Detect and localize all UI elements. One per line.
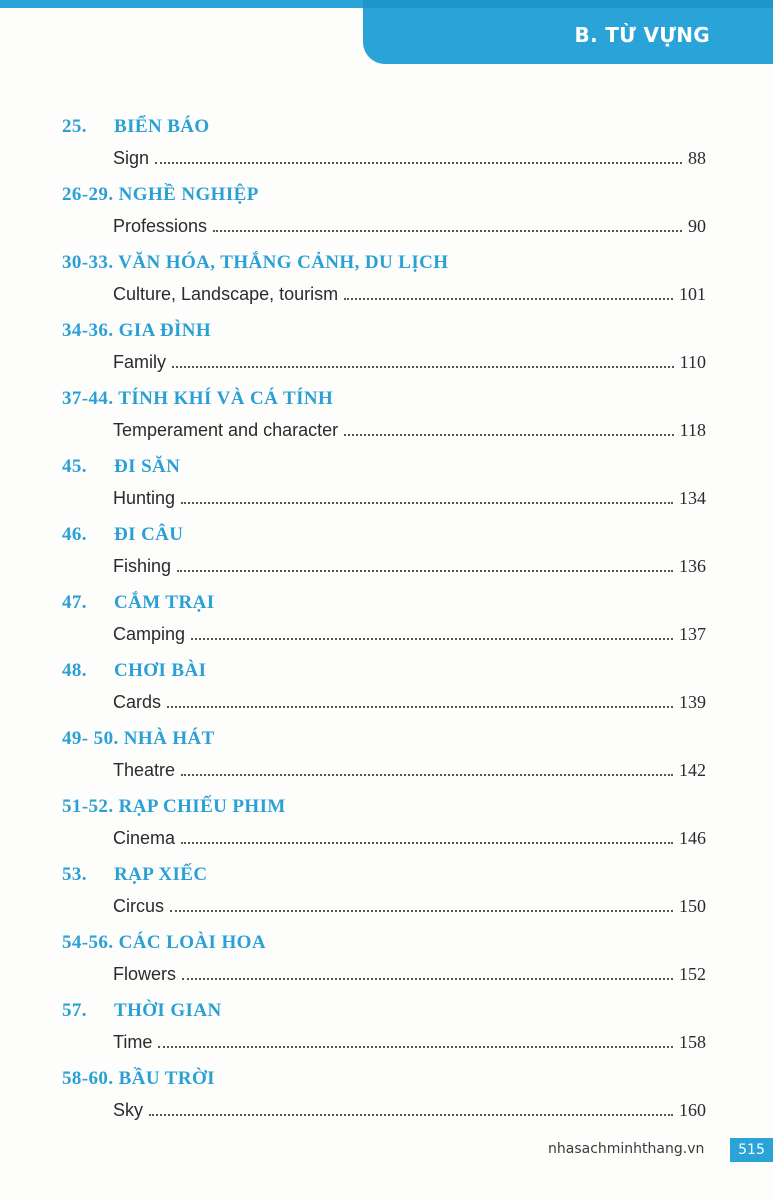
dot-leader [158, 1045, 673, 1048]
toc-entry-number: 58-60. [62, 1068, 114, 1089]
toc-entry-line[interactable] [113, 760, 706, 784]
toc-entry-page: 139 [679, 692, 706, 712]
toc-entry-subtitle: Fishing [113, 556, 172, 576]
toc-entry-title[interactable] [62, 252, 448, 274]
dot-leader [344, 433, 674, 436]
toc-entry-line[interactable] [113, 964, 706, 988]
toc-entry-page: 110 [679, 352, 706, 372]
toc-entry-line[interactable] [113, 488, 706, 512]
toc-entry-subtitle: Circus [113, 896, 165, 916]
toc-entry-line[interactable] [113, 828, 706, 852]
dot-leader [177, 569, 673, 572]
toc-entry-subtitle: Sky [113, 1100, 144, 1120]
toc-entry-page: 101 [679, 284, 706, 304]
toc-entry-heading: CHƠI BÀI [114, 660, 207, 681]
toc-entry-number: 51-52. [62, 796, 114, 817]
toc-entry-page: 160 [679, 1100, 706, 1120]
toc-entry-title[interactable] [62, 1068, 215, 1090]
toc-entry-page: 146 [679, 828, 706, 848]
toc-entry-line[interactable] [113, 556, 706, 580]
page-number-badge: 515 [730, 1138, 773, 1162]
toc-entry-number: 46. [62, 524, 87, 545]
toc-entry-number: 48. [62, 660, 87, 681]
toc-entry-number: 57. [62, 1000, 87, 1021]
toc-entry-line[interactable] [113, 1032, 706, 1056]
toc-entry-subtitle: Flowers [113, 964, 177, 984]
toc-entry-number: 25. [62, 116, 87, 137]
toc-entry-number: 45. [62, 456, 87, 477]
toc-entry-subtitle: Temperament and character [113, 420, 339, 440]
toc-entry-number: 54-56. [62, 932, 114, 953]
toc-entry-heading: RẠP CHIẾU PHIM [118, 796, 286, 817]
toc-entry-line[interactable] [113, 1100, 706, 1124]
toc-entry-line[interactable] [113, 284, 706, 308]
toc-entry-subtitle: Family [113, 352, 166, 372]
toc-entry-heading: ĐI SĂN [114, 456, 181, 477]
toc-entry-line[interactable] [113, 624, 706, 648]
toc-entry-title[interactable] [62, 864, 207, 886]
dot-leader [182, 977, 673, 980]
toc-entry-page: 158 [679, 1032, 706, 1052]
dot-leader [181, 841, 673, 844]
toc-entry-number: 47. [62, 592, 87, 613]
toc-entry-line[interactable] [113, 896, 706, 920]
toc-entry-title[interactable] [62, 524, 183, 546]
dot-leader [167, 705, 673, 708]
toc-entry-line[interactable] [113, 352, 706, 376]
toc-entry-heading: TÍNH KHÍ VÀ CÁ TÍNH [118, 388, 334, 409]
toc-entry-title[interactable] [62, 796, 286, 818]
toc-entry-heading: NGHỀ NGHIỆP [118, 184, 259, 205]
toc-entry-subtitle: Sign [113, 148, 150, 168]
dot-leader [181, 501, 673, 504]
dot-leader [172, 365, 674, 368]
toc-entry-line[interactable] [113, 216, 706, 240]
toc-entry-heading: CẮM TRẠI [114, 592, 215, 613]
dot-leader [344, 297, 673, 300]
toc-entry-title[interactable] [62, 592, 215, 614]
toc-entry-number: 30-33. [62, 252, 114, 273]
toc-entry-heading: NHÀ HÁT [123, 728, 215, 749]
toc-entry-title[interactable] [62, 1000, 222, 1022]
footer-website: nhasachminhthang.vn [548, 1141, 705, 1157]
toc-entry-title[interactable] [62, 932, 266, 954]
toc-entry-title[interactable] [62, 388, 333, 410]
dot-leader [149, 1113, 673, 1116]
toc-entry-subtitle: Cards [113, 692, 162, 712]
toc-entry-subtitle: Professions [113, 216, 208, 236]
toc-entry-title[interactable] [62, 184, 259, 206]
toc-entry-heading: VĂN HÓA, THẮNG CẢNH, DU LỊCH [118, 252, 449, 273]
toc-entry-subtitle: Camping [113, 624, 186, 644]
toc-entry-page: 118 [679, 420, 706, 440]
toc-entry-title[interactable] [62, 116, 210, 138]
toc-entry-title[interactable] [62, 728, 215, 750]
toc-entry-subtitle: Culture, Landscape, tourism [113, 284, 339, 304]
toc-entry-heading: CÁC LOÀI HOA [118, 932, 266, 953]
toc-entry-number: 26-29. [62, 184, 114, 205]
toc-entry-subtitle: Cinema [113, 828, 176, 848]
toc-entry-title[interactable] [62, 456, 180, 478]
section-tab-band [363, 0, 773, 8]
toc-entry-line[interactable] [113, 420, 706, 444]
toc-entry-line[interactable] [113, 148, 706, 172]
dot-leader [213, 229, 682, 232]
toc-entry-heading: RẠP XIẾC [114, 864, 208, 885]
dot-leader [170, 909, 673, 912]
toc-entry-heading: THỜI GIAN [114, 1000, 222, 1021]
toc-entry-subtitle: Theatre [113, 760, 176, 780]
toc-entry-title[interactable] [62, 320, 211, 342]
section-label: B. TỪ VỰNG [574, 23, 710, 47]
toc-entry-heading: BẦU TRỜI [118, 1068, 215, 1089]
toc-entry-page: 136 [679, 556, 706, 576]
toc-entry-number: 37-44. [62, 388, 114, 409]
toc-entry-page: 152 [679, 964, 706, 984]
toc-entry-line[interactable] [113, 692, 706, 716]
toc-entry-number: 34-36. [62, 320, 114, 341]
toc-entry-subtitle: Time [113, 1032, 153, 1052]
toc-entry-subtitle: Hunting [113, 488, 176, 508]
toc-entry-page: 142 [679, 760, 706, 780]
toc-entry-page: 137 [679, 624, 706, 644]
dot-leader [155, 161, 682, 164]
dot-leader [181, 773, 673, 776]
toc-entry-title[interactable] [62, 660, 206, 682]
dot-leader [191, 637, 673, 640]
toc-entry-number: 49- 50. [62, 728, 119, 749]
toc-entry-page: 90 [688, 216, 706, 236]
section-tab [363, 0, 773, 64]
toc-entry-page: 88 [688, 148, 706, 168]
toc-entry-heading: ĐI CÂU [114, 524, 184, 545]
toc-entry-heading: GIA ĐÌNH [118, 320, 212, 341]
toc-entry-number: 53. [62, 864, 87, 885]
toc-entry-page: 134 [679, 488, 706, 508]
toc-entry-heading: BIỂN BÁO [114, 116, 210, 137]
toc-entry-page: 150 [679, 896, 706, 916]
